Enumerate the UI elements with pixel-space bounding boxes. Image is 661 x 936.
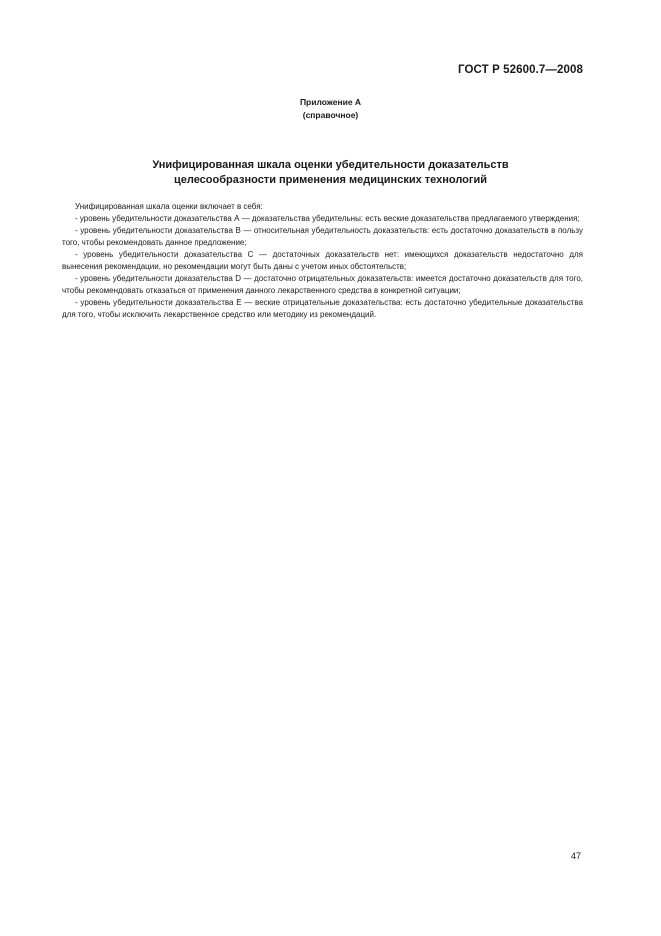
- document-title-line-2: целесообразности применения медицинских технологий: [173, 174, 487, 186]
- document-title-line-1: Унифицированная шкала оценки убедительности доказательств: [152, 159, 509, 171]
- appendix-title: Приложение А: [299, 97, 362, 107]
- list-item-level-b: - уровень убедительности доказательства В — относительная убедительность доказательств: есть достаточно доказательств в пользу того, чтобы рекомендовать данное предложение;: [62, 226, 583, 247]
- list-item-level-e: - уровень убедительности доказательства Е — веские отрицательные доказательства: есть достаточно убедительные доказательства для того, чтобы исключить лекарственное средство или методику из рекомендаций.: [62, 298, 583, 319]
- standard-code-header: ГОСТ Р 52600.7—2008: [458, 64, 583, 76]
- list-item-level-d: - уровень убедительности доказательства D — достаточно отрицательных доказательств: имеется достаточно доказательств для того, чтобы рекомендовать отказаться от применения данного лекарственного средства в конкретной ситуации;: [62, 274, 583, 295]
- page-number: 47: [570, 851, 581, 861]
- intro-paragraph: Унифицированная шкала оценки включает в себя:: [75, 202, 263, 211]
- appendix-heading: [0, 96, 661, 122]
- list-item-level-a: - уровень убедительности доказательства А — доказательства убедительны: есть веские доказательства предлагаемого утверждения;: [75, 214, 580, 223]
- appendix-status: (справочное): [302, 110, 359, 120]
- document-body: [62, 201, 583, 321]
- list-item-level-c: - уровень убедительности доказательства С — достаточных доказательств нет: имеющихся доказательств недостаточно для вынесения рекомендации, но рекомендации могут быть даны с учетом иных обстоятельств;: [62, 250, 583, 271]
- document-title: [0, 158, 661, 188]
